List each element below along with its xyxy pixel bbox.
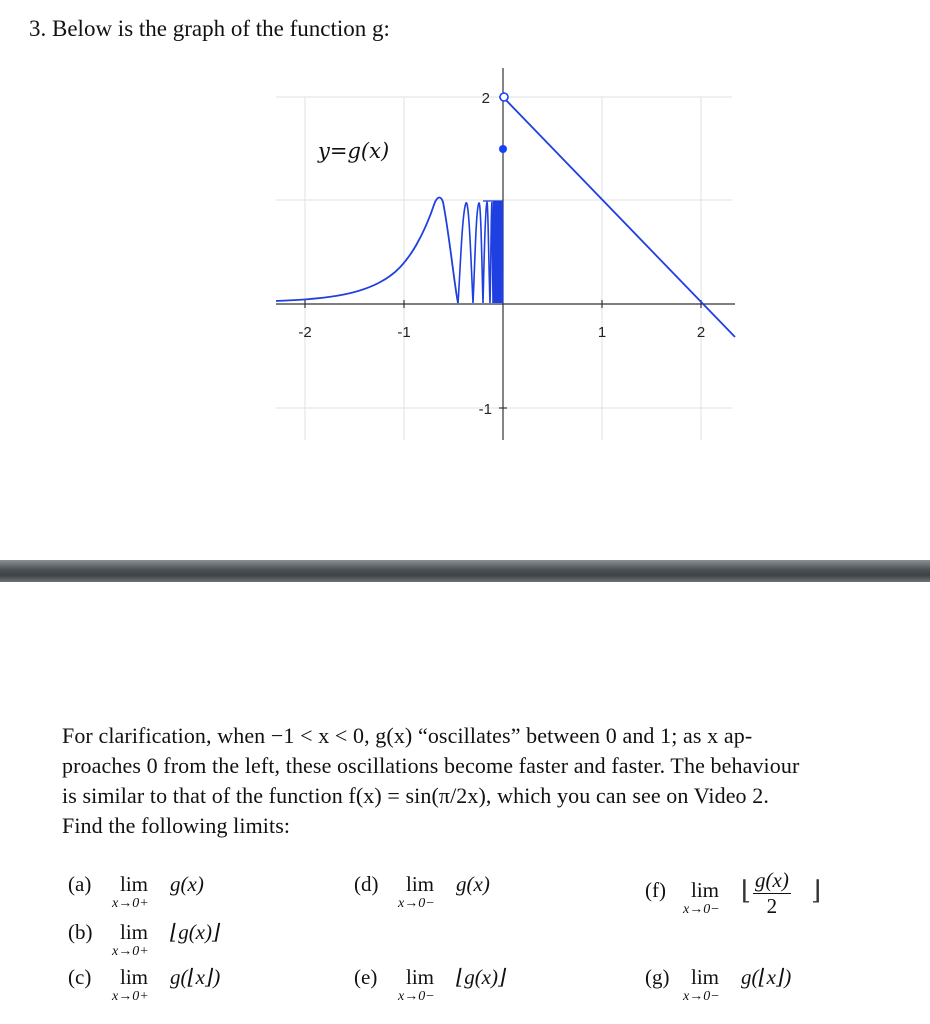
clarification-line-1: For clarification, when −1 < x < 0, g(x) “oscillates” between 0 and 1; as x ap- [62,723,753,748]
x-tick-label-neg2: -2 [298,324,312,341]
limit-item-d [354,872,554,912]
lim-operator: lim [406,872,435,896]
lim-subscript: x→0− [683,989,720,1004]
lim-expression: g(⌊x⌋) [741,965,792,989]
x-tick-label-neg1: -1 [397,324,411,341]
x-tick-label-2: 2 [696,324,706,341]
curve-left-bump [276,198,458,304]
curve-oscillation [458,201,503,303]
closed-point-at-1.5 [499,145,507,153]
lim-expression: g(x) [456,872,490,896]
curve-right-line [503,97,735,337]
x-tick-label-1: 1 [597,324,607,341]
item-label: (e) [354,965,378,989]
floor-close: ⌋ [811,876,822,905]
lim-subscript: x→0+ [112,944,149,959]
limit-item-a [68,872,268,912]
lim-expression: g(⌊x⌋) [170,965,221,989]
item-label: (a) [68,872,92,896]
lim-subscript: x→0− [398,989,435,1004]
function-graph [270,62,740,442]
item-label: (d) [354,872,379,896]
lim-expression: ⌊g(x)⌋ [456,965,507,989]
clarification-line-4: Find the following limits: [62,813,291,838]
fraction-numerator: g(x) [755,868,789,892]
lim-operator: lim [120,965,149,989]
lim-operator: lim [120,920,149,944]
item-label: (g) [645,965,670,989]
item-label: (b) [68,920,93,944]
clarification-line-2: proaches 0 from the left, these oscillations become faster and faster. The behaviour [62,753,800,778]
limit-item-g [645,965,865,1005]
item-label: (c) [68,965,92,989]
y-tick-label-neg1: -1 [478,401,492,418]
lim-operator: lim [691,965,720,989]
lim-operator: lim [406,965,435,989]
y-tick-label-2: 2 [481,90,490,107]
axes [276,68,735,440]
limit-item-f [645,868,845,928]
lim-operator: lim [691,878,720,902]
floor-open: ⌊ [741,876,752,905]
lim-subscript: x→0+ [112,989,149,1004]
limit-item-c [68,965,288,1005]
lim-expression: g(x) [170,872,204,896]
clarification-line-3: is similar to that of the function f(x) = sin(π/2x), which you can see on Video 2. [62,783,769,808]
lim-subscript: x→0− [683,902,720,917]
open-point-at-2 [500,93,508,101]
lim-subscript: x→0− [398,896,435,911]
section-divider [0,560,930,582]
lim-subscript: x→0+ [112,896,149,911]
fraction-denominator: 2 [766,894,778,918]
curve-label: y=g(x) [318,139,390,163]
fraction [753,868,791,919]
lim-expression: ⌊g(x)⌋ [170,920,221,944]
limit-item-e [354,965,574,1005]
limit-item-b [68,920,288,960]
lim-operator: lim [120,872,149,896]
oscillation-fill [496,201,503,303]
item-label: (f) [645,878,666,902]
problem-heading: 3. Below is the graph of the function g: [29,16,390,41]
